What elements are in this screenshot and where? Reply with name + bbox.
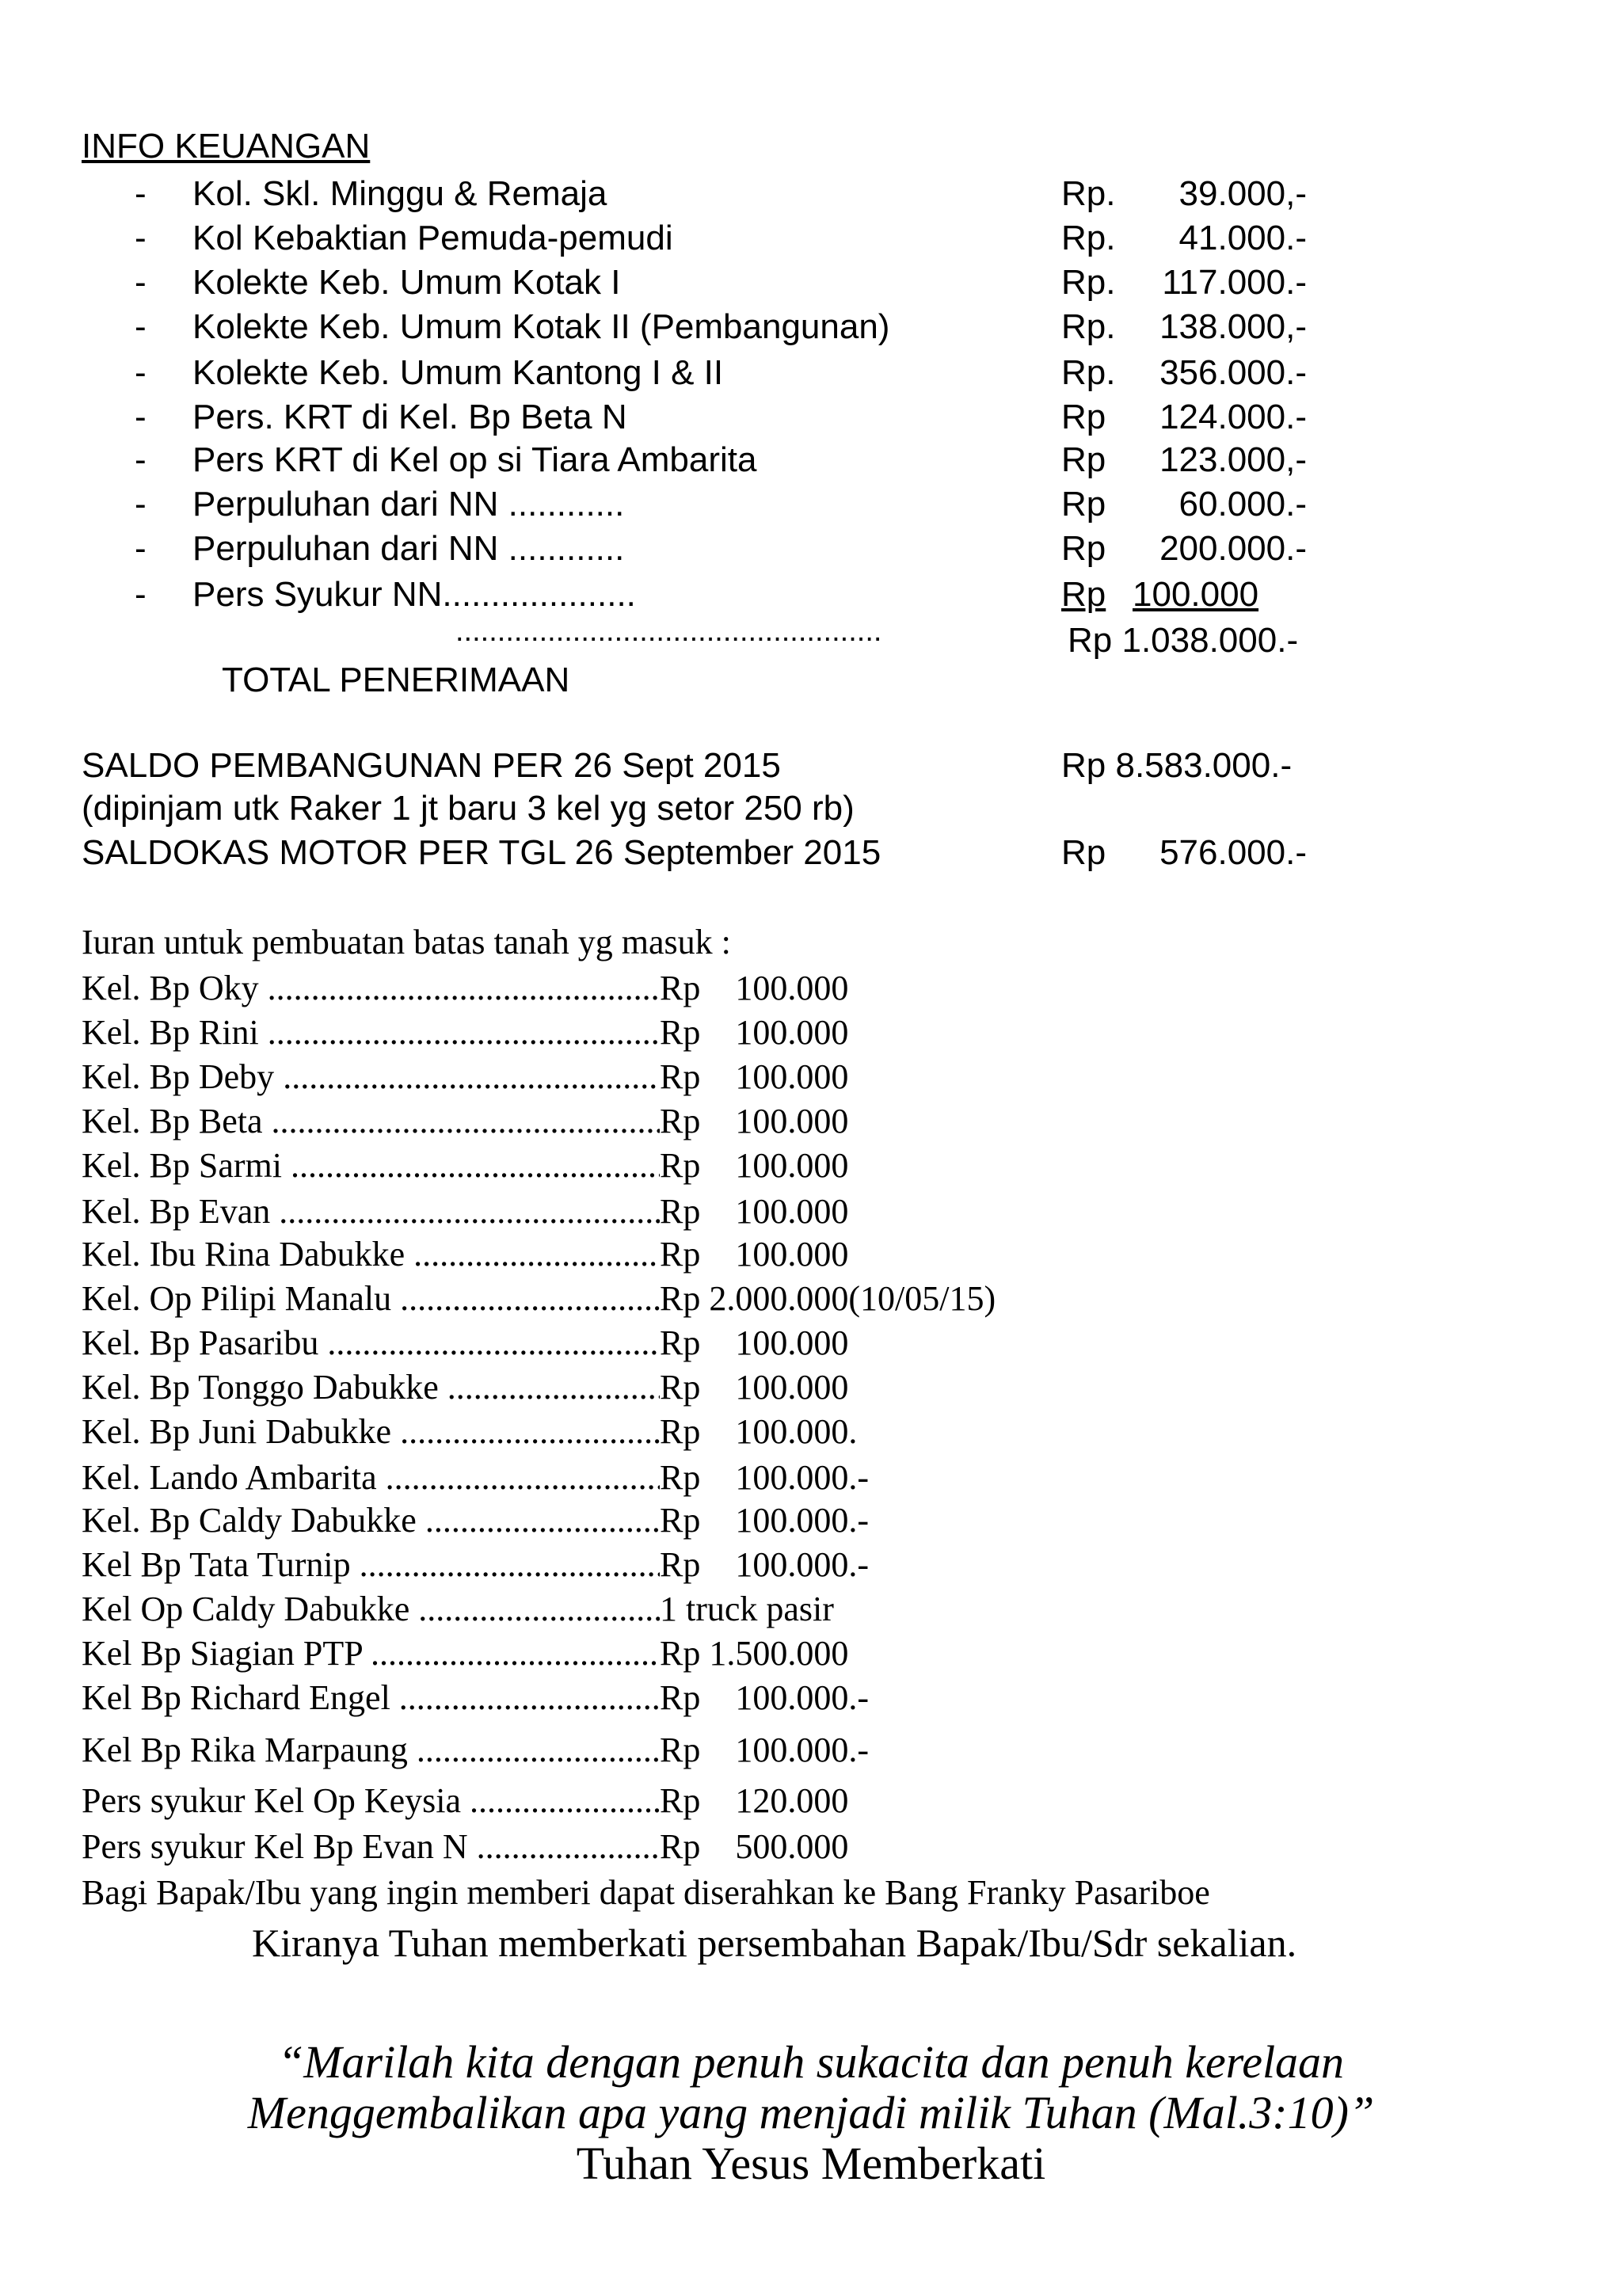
blessing-text: Kiranya Tuhan memberkati persembahan Bapak/Ibu/Sdr sekalian. <box>252 1921 1297 1965</box>
receipt-currency: Rp. <box>1061 353 1116 392</box>
iuran-value: Rp 100.000 <box>660 1323 849 1362</box>
receipt-label: Pers KRT di Kel op si Tiara Ambarita <box>192 440 757 479</box>
iuran-name: Kel. Bp Beta ..... <box>82 1101 660 1141</box>
receipt-label: Pers Syukur NN.................... <box>192 575 636 614</box>
receipt-label: Kolekte Keb. Umum Kotak II (Pembangunan) <box>192 307 890 346</box>
receipt-label: Kol Kebaktian Pemuda-pemudi <box>192 219 673 257</box>
iuran-name: Kel. Ibu Rina Dabukke ..... <box>82 1234 660 1274</box>
list-item <box>82 968 848 1008</box>
receipt-amount: 41.000.- <box>1178 219 1307 257</box>
iuran-heading: Iuran untuk pembuatan batas tanah yg masuk : <box>82 923 731 961</box>
receipt-label: Perpuluhan dari NN ............ <box>192 529 625 568</box>
receipt-label: Kol. Skl. Minggu & Remaja <box>192 174 607 213</box>
iuran-value: Rp 120.000 <box>660 1781 849 1820</box>
iuran-value: Rp 100.000. <box>660 1412 858 1451</box>
iuran-name: Kel. Bp Tonggo Dabukke ..... <box>82 1367 660 1407</box>
list-item <box>82 1826 848 1867</box>
receipt-label: Pers. KRT di Kel. Bp Beta N <box>192 398 627 436</box>
receipt-amount: 117.000.- <box>1162 263 1307 302</box>
receipt-currency: Rp <box>1061 575 1106 614</box>
list-bullet: - <box>135 529 147 568</box>
receipt-currency: Rp <box>1061 398 1106 436</box>
list-bullet: - <box>135 263 147 302</box>
iuran-value: Rp 100.000.- <box>660 1731 869 1769</box>
list-bullet: - <box>135 307 147 346</box>
list-item <box>82 1323 848 1363</box>
receipt-currency: Rp <box>1061 485 1106 524</box>
iuran-value: Rp 500.000 <box>660 1827 849 1866</box>
quote-line-2: Menggembalikan apa yang menjadi milik Tuhan (Mal.3:10)” <box>247 2087 1375 2138</box>
iuran-name: Kel. Lando Ambarita ..... <box>82 1457 660 1498</box>
list-item <box>82 1544 869 1585</box>
list-item <box>82 1234 848 1274</box>
list-item <box>82 1457 869 1498</box>
iuran-name: Kel. Bp Evan ..... <box>82 1191 660 1232</box>
list-item <box>82 1367 848 1407</box>
list-bullet: - <box>135 440 147 479</box>
iuran-name: Kel Bp Richard Engel ..... <box>82 1677 660 1718</box>
list-item <box>82 1780 848 1821</box>
list-bullet: - <box>135 485 147 524</box>
receipt-amount: 100.000 <box>1133 575 1259 614</box>
list-item <box>82 1500 869 1540</box>
iuran-name: Kel. Bp Juni Dabukke ..... <box>82 1411 660 1452</box>
receipt-currency: Rp. <box>1061 219 1116 257</box>
receipt-currency: Rp. <box>1061 263 1116 302</box>
list-item <box>82 1589 834 1629</box>
list-bullet: - <box>135 353 147 392</box>
list-item <box>82 1411 857 1452</box>
saldo-note: (dipinjam utk Raker 1 jt baru 3 kel yg setor 250 rb) <box>82 789 855 828</box>
page-title: INFO KEUANGAN <box>82 127 371 166</box>
iuran-value: Rp 100.000.- <box>660 1545 869 1584</box>
list-item <box>82 1633 848 1673</box>
iuran-value: Rp 100.000 <box>660 1192 849 1231</box>
iuran-name: Kel. Bp Pasaribu ..... <box>82 1323 660 1363</box>
receipt-currency: Rp <box>1061 529 1106 568</box>
total-amount: Rp 1.038.000.- <box>1068 621 1299 660</box>
iuran-name: Pers syukur Kel Op Keysia ..... <box>82 1780 660 1821</box>
iuran-value: Rp 100.000 <box>660 1368 849 1407</box>
receipt-currency: Rp <box>1061 440 1106 479</box>
receipt-amount: 60.000.- <box>1178 485 1307 524</box>
total-dots: ................................................... <box>455 615 882 648</box>
iuran-value: Rp 100.000 <box>660 1013 849 1052</box>
iuran-name: Kel. Bp Oky ..... <box>82 968 660 1008</box>
list-item <box>82 1191 848 1232</box>
receipt-amount: 138.000,- <box>1159 307 1307 346</box>
list-item <box>82 1012 848 1053</box>
list-item <box>82 1101 848 1141</box>
list-item <box>82 1145 848 1186</box>
iuran-name: Kel Bp Rika Marpaung ..... <box>82 1730 660 1770</box>
receipt-amount: 124.000.- <box>1159 398 1307 436</box>
iuran-value: Rp 100.000 <box>660 1057 849 1096</box>
list-item <box>82 1278 996 1319</box>
quote-line-1: “Marilah kita dengan penuh sukacita dan penuh kerelaan <box>277 2036 1345 2088</box>
list-bullet: - <box>135 575 147 614</box>
iuran-value: Rp 100.000 <box>660 1235 849 1274</box>
saldo-pembangunan-label: SALDO PEMBANGUNAN PER 26 Sept 2015 <box>82 746 781 785</box>
list-bullet: - <box>135 174 147 213</box>
list-bullet: - <box>135 398 147 436</box>
iuran-value: Rp 100.000.- <box>660 1501 869 1540</box>
receipt-currency: Rp. <box>1061 174 1116 213</box>
iuran-value: Rp 1.500.000 <box>660 1634 849 1673</box>
iuran-name: Kel. Bp Caldy Dabukke ..... <box>82 1500 660 1540</box>
iuran-name: Pers syukur Kel Bp Evan N ..... <box>82 1826 660 1867</box>
iuran-value: Rp 100.000.- <box>660 1678 869 1717</box>
iuran-name: Kel. Bp Sarmi ..... <box>82 1145 660 1186</box>
receipt-amount: 356.000.- <box>1159 353 1307 392</box>
list-item <box>82 1730 869 1770</box>
closing-text: Tuhan Yesus Memberkati <box>576 2138 1046 2189</box>
saldo-kas-label: SALDOKAS MOTOR PER TGL 26 September 2015 <box>82 833 881 872</box>
iuran-name: Kel Bp Siagian PTP ..... <box>82 1633 660 1673</box>
receipt-label: Perpuluhan dari NN ............ <box>192 485 625 524</box>
saldo-pembangunan-amount: Rp 8.583.000.- <box>1061 746 1293 785</box>
saldo-kas-amount: 576.000.- <box>1159 833 1307 872</box>
receipt-label: Kolekte Keb. Umum Kotak I <box>192 263 621 302</box>
iuran-value: Rp 100.000.- <box>660 1458 869 1497</box>
receipt-currency: Rp. <box>1061 307 1116 346</box>
list-item <box>82 1677 869 1718</box>
list-bullet: - <box>135 219 147 257</box>
iuran-name: Kel. Bp Rini ..... <box>82 1012 660 1053</box>
list-item <box>82 1057 848 1097</box>
iuran-value: 1 truck pasir <box>660 1590 834 1628</box>
receipt-amount: 123.000,- <box>1159 440 1307 479</box>
saldo-kas-currency: Rp <box>1061 833 1106 872</box>
receipt-amount: 39.000,- <box>1178 174 1307 213</box>
receipt-amount: 200.000.- <box>1159 529 1307 568</box>
iuran-value: Rp 2.000.000(10/05/15) <box>660 1279 996 1318</box>
iuran-name: Kel Bp Tata Turnip ..... <box>82 1544 660 1585</box>
iuran-value: Rp 100.000 <box>660 969 849 1007</box>
iuran-name: Kel. Op Pilipi Manalu ..... <box>82 1278 660 1319</box>
iuran-value: Rp 100.000 <box>660 1146 849 1185</box>
total-label: TOTAL PENERIMAAN <box>222 661 570 699</box>
receipt-label: Kolekte Keb. Umum Kantong I & II <box>192 353 724 392</box>
iuran-name: Kel. Bp Deby ..... <box>82 1057 660 1097</box>
iuran-value: Rp 100.000 <box>660 1102 849 1140</box>
iuran-name: Kel Op Caldy Dabukke ..... <box>82 1589 660 1629</box>
donation-note: Bagi Bapak/Ibu yang ingin memberi dapat diserahkan ke Bang Franky Pasariboe <box>82 1873 1210 1912</box>
